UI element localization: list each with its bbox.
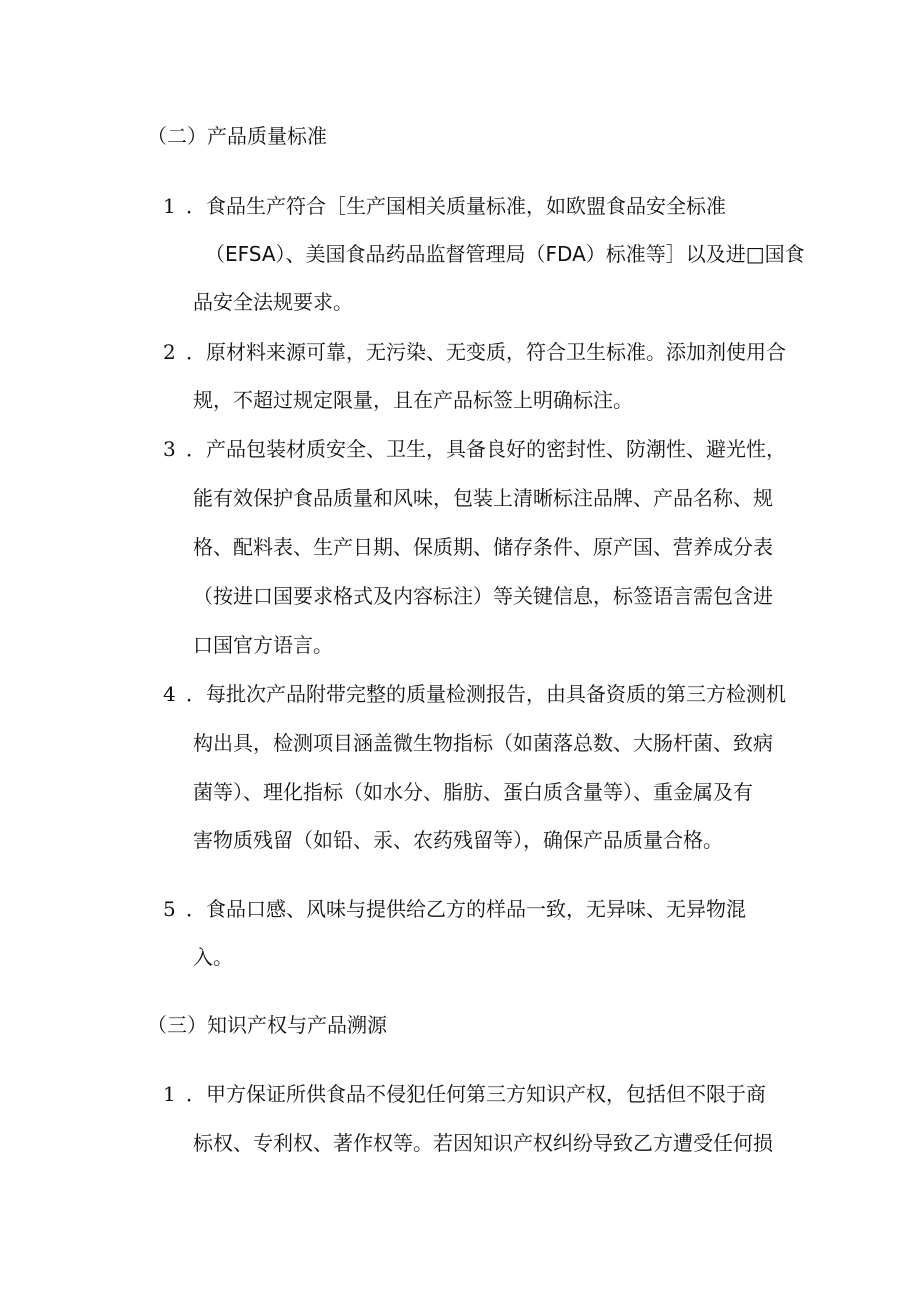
item-2-number: 2 <box>163 340 176 364</box>
item-3-number: 3 <box>163 437 176 461</box>
item-4-line-2: 构出具，检测项目涵盖微生物指标（如菌落总数、大肠杆菌、致病 <box>193 731 773 755</box>
s3-item-1-number: 1 <box>163 1082 176 1106</box>
item-2-line-1: ．原材料来源可靠，无污染、无变质，符合卫生标准。添加剂使用合 <box>186 340 786 364</box>
item-3-line-4: （按进口国要求格式及内容标注）等关键信息，标签语言需包含进 <box>193 584 773 608</box>
item-3-line-1: ．产品包装材质安全、卫生，具备良好的密封性、防潮性、避光性， <box>186 437 786 461</box>
section-2-heading: （二）产品质量标准 <box>147 124 327 148</box>
item-1-line-2: （EFSA）、美国食品药品监督管理局（FDA）标准等］以及进□国食 <box>205 242 805 266</box>
item-3-line-3: 格、配料表、生产日期、保质期、储存条件、原产国、营养成分表 <box>193 535 773 559</box>
item-1-line-3: 品安全法规要求。 <box>193 290 353 314</box>
item-5-line-2: 入。 <box>193 945 233 969</box>
item-2-line-2: 规，不超过规定限量，且在产品标签上明确标注。 <box>193 388 633 412</box>
section-3-heading: （三）知识产权与产品溯源 <box>147 1013 387 1037</box>
item-4-line-3: 菌等）、理化指标（如水分、脂肪、蛋白质含量等）、重金属及有 <box>193 780 753 804</box>
s3-item-1-line-1: ．甲方保证所供食品不侵犯任何第三方知识产权，包括但不限于商 <box>186 1082 766 1106</box>
s3-item-1-line-2: 标权、专利权、著作权等。若因知识产权纠纷导致乙方遭受任何损 <box>193 1131 773 1155</box>
item-4-line-4: 害物质残留（如铅、汞、农药残留等），确保产品质量合格。 <box>193 828 723 852</box>
item-1-line-1: ．食品生产符合［生产国相关质量标准，如欧盟食品安全标准 <box>186 194 726 218</box>
item-3-line-5: 口国官方语言。 <box>193 633 333 657</box>
item-5-number: 5 <box>163 897 176 921</box>
item-5-line-1: ．食品口感、风味与提供给乙方的样品一致，无异味、无异物混 <box>186 897 746 921</box>
item-4-line-1: ．每批次产品附带完整的质量检测报告，由具备资质的第三方检测机 <box>186 682 786 706</box>
item-1-number: 1 <box>163 194 176 218</box>
item-4-number: 4 <box>163 682 176 706</box>
item-3-line-2: 能有效保护食品质量和风味，包装上清晰标注品牌、产品名称、规 <box>193 486 773 510</box>
